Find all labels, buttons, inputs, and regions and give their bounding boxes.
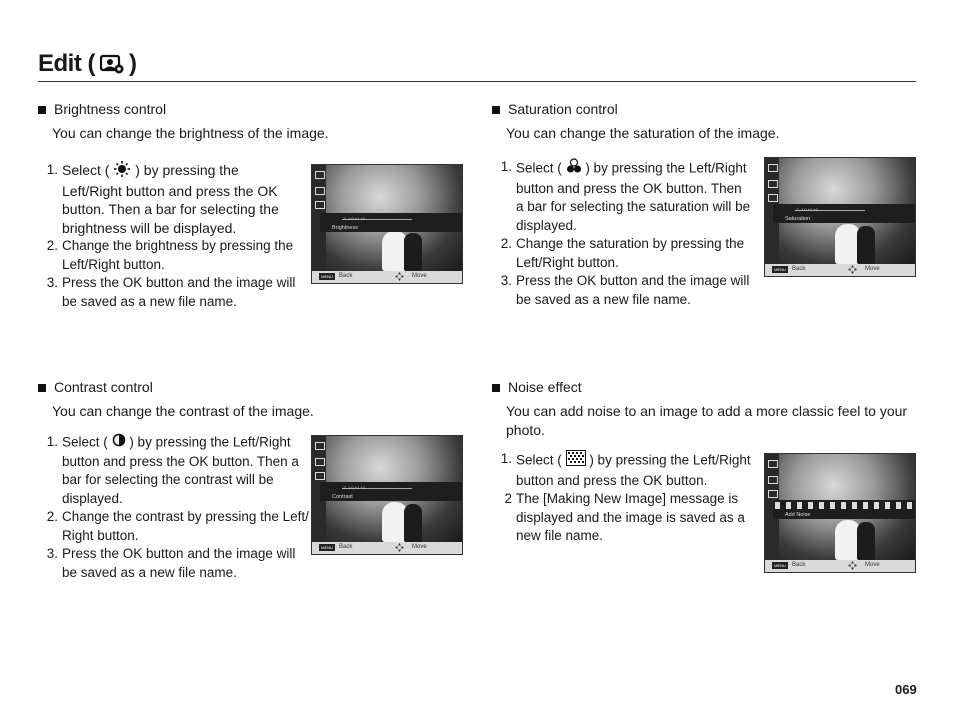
- rotate-icon: [768, 180, 778, 188]
- saturation-camera-screen: [764, 157, 916, 277]
- title-rule: [38, 81, 916, 82]
- menu-button-icon: MENU: [319, 544, 335, 551]
- noise-effect-bar: Add Noise: [773, 500, 915, 519]
- bullet-square-icon: [38, 106, 46, 114]
- page-title: Edit ( ): [38, 50, 137, 77]
- noise-grid-icon: [566, 450, 586, 472]
- contrast-adjust-bar: -2 -1 0 +1 +2 Contrast: [320, 482, 462, 501]
- brightness-adjust-bar: -2 -1 0 +1 +2 Brightness: [320, 213, 462, 232]
- brightness-heading: Brightness control: [38, 100, 458, 119]
- saturation-intro: You can change the saturation of the image.: [506, 125, 780, 141]
- brightness-step-2: 2. Change the brightness by pressing the Left/Right button.: [46, 238, 294, 272]
- contrast-heading: Contrast control: [38, 378, 458, 397]
- brightness-step-1: 1. Select ( ) by pressing the Left/Right button and press the OK button. Then a bar for selecting the brightness will be displayed.: [46, 162, 279, 236]
- saturation-step-2: 2. Change the saturation by pressing the Left/Right button.: [500, 236, 745, 270]
- saturation-heading: Saturation control: [492, 100, 912, 119]
- rotate-icon: [315, 187, 325, 195]
- saturation-step-3: 3. Press the OK button and the image will be saved as a new file name.: [500, 273, 750, 307]
- move-arrows-icon: [395, 543, 404, 552]
- rotate-icon: [315, 458, 325, 466]
- effect-icon: [315, 201, 325, 209]
- menu-button-icon: MENU: [319, 273, 335, 280]
- menu-button-icon: MENU: [772, 266, 788, 273]
- move-arrows-icon: [395, 272, 404, 281]
- noise-intro: You can add noise to an image to add a more classic feel to your photo.: [506, 403, 908, 438]
- rotate-icon: [768, 476, 778, 484]
- saturation-adjust-bar: -2 -1 0 +1 +2 Saturation: [773, 204, 915, 223]
- contrast-intro: You can change the contrast of the image.: [52, 403, 314, 419]
- screen-bottom-bar: MENU Back Move: [765, 264, 915, 276]
- contrast-step-2: 2. Change the contrast by pressing the Left/ Right button.: [46, 509, 309, 543]
- saturation-step-1: 1. Select ( ) by pressing the Left/Right button and press the OK button. Then a bar for selecting the saturation will be displayed.: [500, 159, 751, 233]
- image-size-icon: [315, 442, 325, 450]
- screen-bottom-bar: MENU Back Move: [312, 542, 462, 554]
- effect-icons-row: [775, 502, 913, 509]
- effect-icon: [768, 490, 778, 498]
- move-arrows-icon: [848, 265, 857, 274]
- screen-bottom-bar: MENU Back Move: [312, 271, 462, 283]
- contrast-camera-screen: [311, 435, 463, 555]
- screen-bottom-bar: MENU Back Move: [765, 560, 915, 572]
- brightness-camera-screen: [311, 164, 463, 284]
- edit-image-icon: [99, 53, 125, 75]
- saturation-icon: [566, 158, 582, 180]
- bullet-square-icon: [492, 384, 500, 392]
- noise-step-2: 2 The [Making New Image] message is displayed and the image is saved as a new file name.: [504, 491, 745, 543]
- noise-heading: Noise effect: [492, 378, 912, 397]
- brightness-step-3: 3. Press the OK button and the image will be saved as a new file name.: [46, 275, 296, 309]
- noise-camera-screen: [764, 453, 916, 573]
- bullet-square-icon: [38, 384, 46, 392]
- contrast-step-3: 3. Press the OK button and the image will be saved as a new file name.: [46, 546, 296, 580]
- effect-icon: [768, 194, 778, 202]
- bullet-square-icon: [492, 106, 500, 114]
- image-size-icon: [768, 164, 778, 172]
- contrast-icon: [112, 433, 126, 453]
- brightness-intro: You can change the brightness of the image.: [52, 125, 329, 141]
- menu-button-icon: MENU: [772, 562, 788, 569]
- noise-step-1: 1. Select ( ) by pressing the Left/Right button and press the OK button.: [500, 451, 751, 488]
- image-size-icon: [315, 171, 325, 179]
- move-arrows-icon: [848, 561, 857, 570]
- contrast-step-1: 1. Select ( ) by pressing the Left/Right button and press the OK button. Then a bar for selecting the contrast will be displayed.: [46, 434, 299, 506]
- sun-icon: [113, 161, 131, 182]
- page-number: 069: [895, 682, 917, 697]
- effect-icon: [315, 472, 325, 480]
- image-size-icon: [768, 460, 778, 468]
